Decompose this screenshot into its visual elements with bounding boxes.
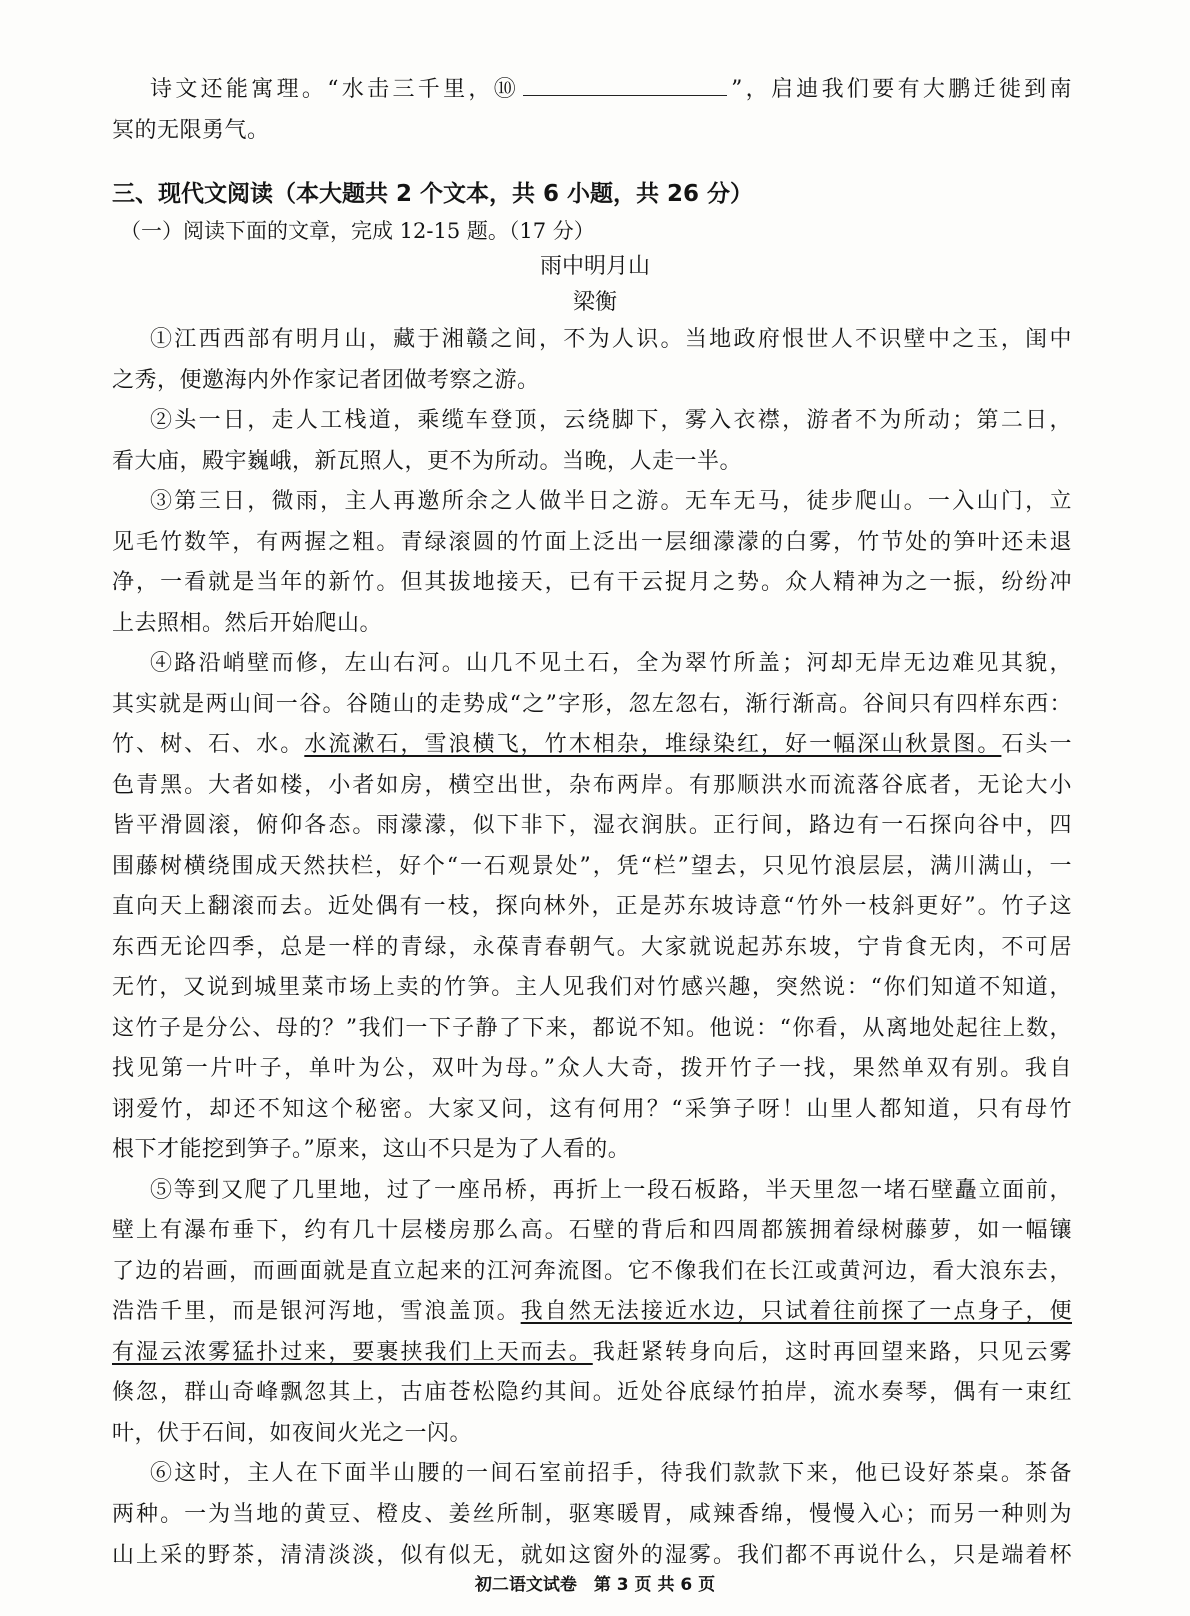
article-author: 梁衡 (572, 290, 617, 315)
paragraph-line: 见毛竹数竿，有两握之粗。青绿滚圆的竹面上泛出一层细濛濛的白雾，竹节处的笋叶还未退 (112, 530, 1072, 555)
section-title: 三、现代文阅读（本大题共 2 个文本，共 6 小题，共 26 分） (112, 181, 754, 207)
prev-text-b: ”，启迪我们要有大鹏迁徙到南 (731, 77, 1073, 102)
prev-line-1 (150, 73, 1072, 105)
paragraph-line: 其实就是两山间一谷。谷随山的走势成“之”字形，忽左忽右，渐行渐高。谷间只有四样东西： (112, 692, 1072, 717)
paragraph-line: 皆平滑圆滚，俯仰各态。雨濛濛，似下非下，湿衣润肤。正行间，路边有一石探向谷中，四 (112, 813, 1072, 838)
paragraph-line: 无竹，又说到城里菜市场上卖的竹笋。主人见我们对竹感兴趣，突然说：“你们知道不知道， (112, 975, 1072, 1000)
prev-line-2: 冥的无限勇气。 (112, 118, 270, 143)
paragraph-line: 围藤树横绕围成天然扶栏，好个“一石观景处”，凭“栏”望去，只见竹浪层层，满川满山，一 (112, 854, 1072, 879)
paragraph-line: ②头一日，走人工栈道，乘缆车登顶，云绕脚下，雾入衣襟，游者不为所动；第二日， (150, 408, 1072, 433)
text-segment: 竹、树、石、水。 (112, 732, 305, 757)
paragraph-line: ⑤等到又爬了几里地，过了一座吊桥，再折上一段石板路，半天里忽一堵石壁矗立面前， (150, 1178, 1072, 1203)
paragraph-line: 壁上有瀑布垂下，约有几十层楼房那么高。石壁的背后和四周都簇拥着绿树藤萝，如一幅镶 (112, 1218, 1072, 1243)
paragraph-line: 了边的岩画，而画面就是直立起来的江河奔流图。它不像我们在长江或黄河边，看大浪东去， (112, 1259, 1072, 1284)
paragraph-line: 之秀，便邀海内外作家记者团做考察之游。 (112, 368, 540, 393)
underlined-sentence-1: 水流漱石，雪浪横飞，竹木相杂，堆绿染红，好一幅深山秋景图。 (304, 732, 1002, 757)
article-title: 雨中明月山 (539, 254, 650, 279)
paragraph-line: 两种。一为当地的黄豆、橙皮、姜丝所制，驱寒暖胃，咸辣香绵，慢慢入心；而另一种则为 (112, 1502, 1072, 1527)
paragraph-line: 山上采的野茶，清清淡淡，似有似无，就如这窗外的湿雾。我们都不再说什么，只是端着杯 (112, 1543, 1072, 1568)
paragraph-line: 上去照相。然后开始爬山。 (112, 611, 383, 636)
paragraph-line: ⑥这时，主人在下面半山腰的一间石室前招手，待我们款款下来，他已设好茶桌。茶备 (150, 1461, 1072, 1486)
paragraph-line: 净，一看就是当年的新竹。但其拔地接天，已有干云捉月之势。众人精神为之一振，纷纷冲 (112, 570, 1072, 595)
paragraph-line: ④路沿峭壁而修，左山右河。山几不见土石，全为翠竹所盖；河却无岸无边难见其貌， (150, 651, 1072, 676)
paragraph-line: 找见第一片叶子，单叶为公，双叶为母。”众人大奇，拨开竹子一找，果然单双有别。我自 (112, 1056, 1073, 1081)
underlined-sentence-2a: 我自然无法接近水边，只试着往前探了一点身子，便 (520, 1299, 1072, 1324)
text-segment: 浩浩千里，而是银河泻地，雪浪盖顶。 (112, 1299, 521, 1324)
sub-title: （一）阅读下面的文章，完成 12-15 题。（17 分） (120, 219, 595, 243)
paragraph-line: 倏忽，群山奇峰飘忽其上，古庙苍松隐约其间。近处谷底绿竹拍岸，流水奏琴，偶有一束红 (112, 1380, 1072, 1405)
underlined-sentence-2b: 有湿云浓雾猛扑过来，要裹挟我们上天而去。 (112, 1340, 593, 1365)
paragraph-line: 叶，伏于石间，如夜间火光之一闪。 (112, 1421, 473, 1446)
paragraph-line: 这竹子是分公、母的？”我们一下子静了下来，都说不知。他说：“你看，从离地处起往上数， (112, 1016, 1072, 1041)
paragraph-line: ①江西西部有明月山，藏于湘赣之间，不为人识。当地政府恨世人不识壁中之玉，闺中 (150, 327, 1072, 352)
paragraph-line: 看大庙，殿宇巍峨，新瓦照人，更不为所动。当晚，人走一半。 (112, 449, 743, 474)
answer-blank-10[interactable] (523, 73, 727, 96)
page-footer: 初二语文试卷 第 3 页 共 6 页 (474, 1575, 716, 1595)
paragraph-line: 直向天上翻滚而去。近处偶有一枝，探向林外，正是苏东坡诗意“竹外一枝斜更好”。竹子这 (112, 894, 1072, 919)
text-segment: 我赶紧转身向后，这时再回望来路，只见云雾 (592, 1340, 1072, 1365)
paragraph-line: 诩爱竹，却还不知这个秘密。大家又问，这有何用？“采笋子呀！山里人都知道，只有母竹 (112, 1097, 1072, 1122)
paragraph-line: 东西无论四季，总是一样的青绿，永葆青春朝气。大家就说起苏东坡，宁肯食无肉，不可居 (112, 935, 1072, 960)
paragraph-line-underlined (112, 1297, 1072, 1327)
paragraph-line: ③第三日，微雨，主人再邀所余之人做半日之游。无车无马，徒步爬山。一入山门，立 (150, 489, 1072, 514)
paragraph-line-underlined (112, 730, 1072, 760)
paragraph-line: 色青黑。大者如楼，小者如房，横空出世，杂布两岸。有那顺洪水而流落谷底者，无论大小 (112, 773, 1072, 798)
paragraph-line-underlined (112, 1338, 1072, 1368)
prev-text-a: 诗文还能寓理。“水击三千里，⑩ (150, 77, 520, 102)
paragraph-line: 根下才能挖到笋子。”原来，这山不只是为了人看的。 (112, 1137, 631, 1162)
text-segment: 石头一 (1001, 732, 1072, 757)
